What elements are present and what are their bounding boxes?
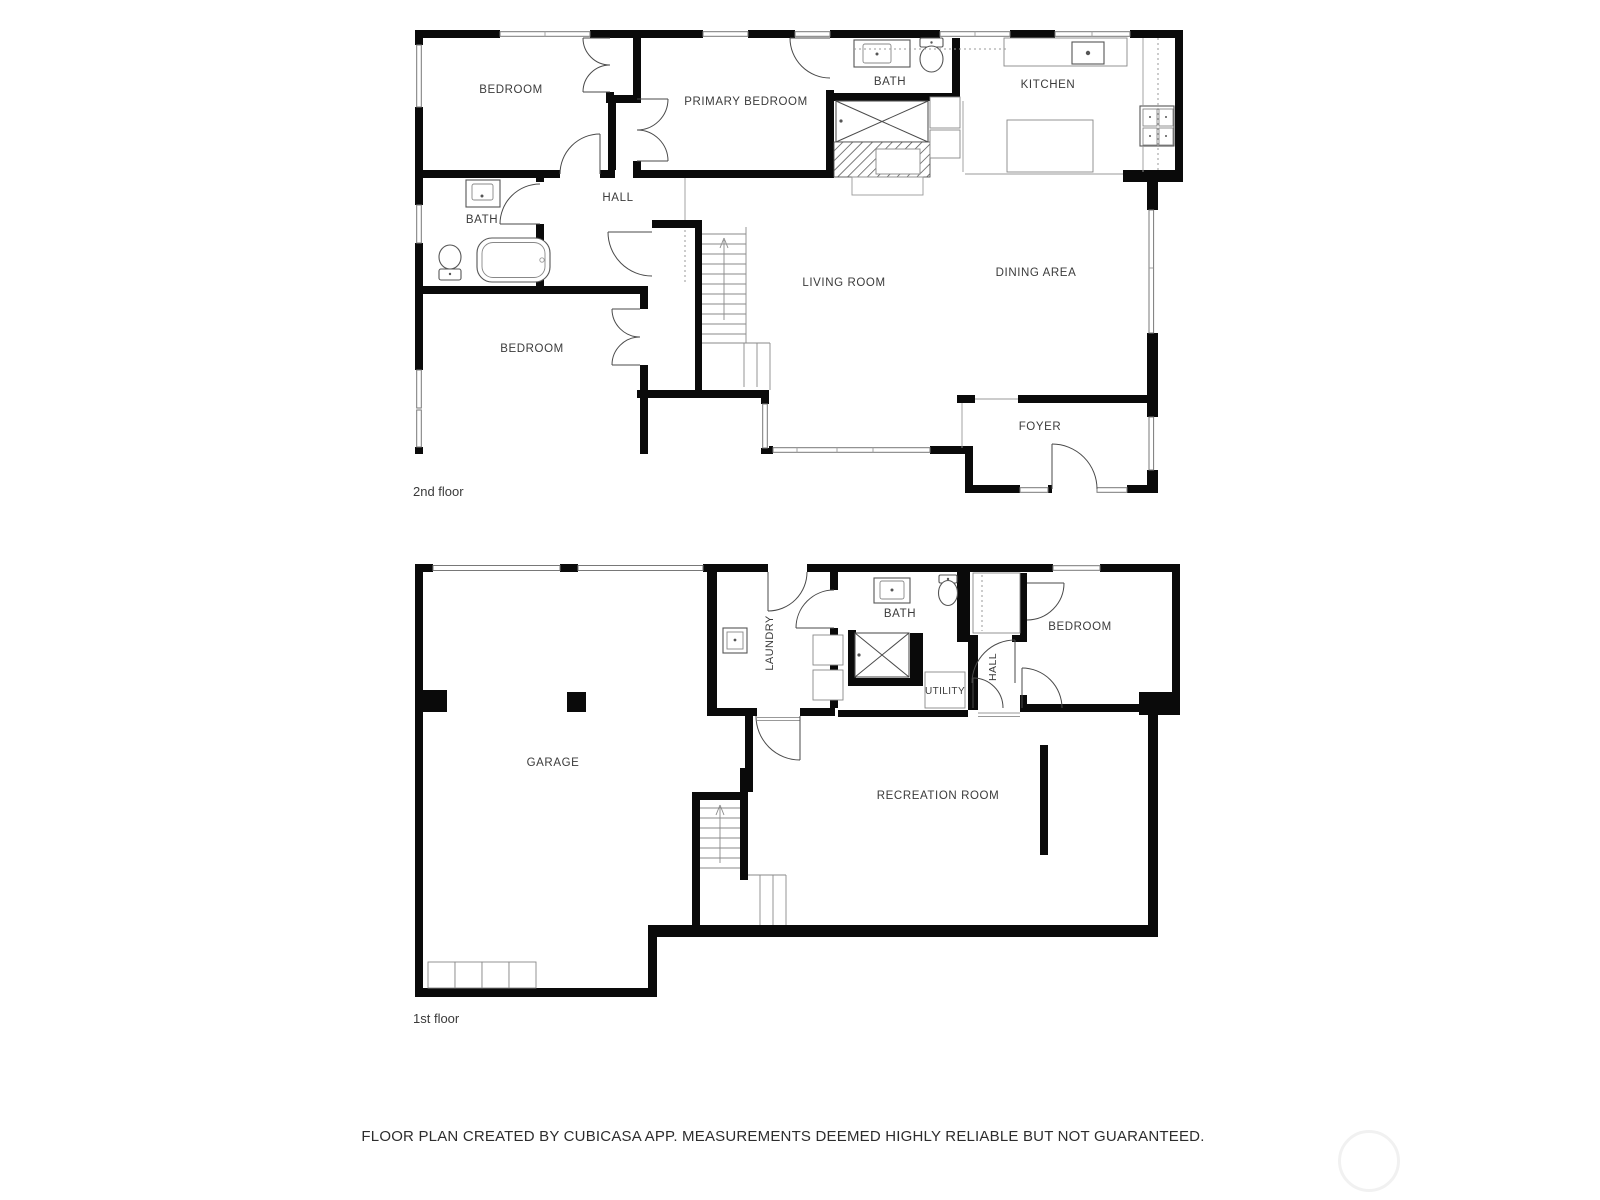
- rec-room-wall-segment: [1040, 745, 1048, 855]
- room-label-foyer: FOYER: [1018, 421, 1062, 433]
- room-label-hall-1st: HALL: [987, 653, 999, 681]
- room-label-primary-bedroom: PRIMARY BEDROOM: [684, 96, 808, 108]
- room-label-bedroom-bottom-left: BEDROOM: [500, 343, 564, 355]
- garage-wall-stub: [423, 690, 447, 712]
- bath-left-toilet: [439, 245, 461, 269]
- footer-disclaimer: FLOOR PLAN CREATED BY CUBICASA APP. MEASUREMENTS DEEMED HIGHLY RELIABLE BUT NOT GUARANTEED.: [361, 1128, 1205, 1145]
- first-floor-plan: [408, 545, 1188, 1005]
- room-label-utility: UTILITY: [924, 686, 966, 697]
- bedroom-window: [1053, 566, 1100, 571]
- second-floor-plan: [408, 22, 1188, 500]
- garage-storage: [428, 962, 455, 988]
- room-label-bath-1st: BATH: [883, 608, 917, 620]
- garage-door-left: [433, 566, 560, 571]
- room-label-bedroom-top-left: BEDROOM: [479, 84, 543, 96]
- room-label-hall: HALL: [602, 192, 634, 204]
- room-label-garage: GARAGE: [526, 757, 580, 769]
- garage-door-right: [578, 566, 703, 571]
- room-label-recreation-room: RECREATION ROOM: [876, 790, 1000, 802]
- closet: [973, 573, 1020, 633]
- room-label-bath-left: BATH: [465, 214, 499, 226]
- kitchen-counter: [1004, 38, 1127, 66]
- room-label-laundry: LAUNDRY: [764, 615, 776, 671]
- room-label-kitchen: KITCHEN: [1020, 79, 1076, 91]
- room-label-bedroom-1st: BEDROOM: [1048, 621, 1112, 633]
- room-label-living-room: LIVING ROOM: [802, 277, 886, 289]
- watermark-circle: [1338, 1130, 1400, 1192]
- room-label-dining-area: DINING AREA: [995, 267, 1077, 279]
- floor-caption-2nd: 2nd floor: [413, 484, 464, 499]
- room-label-bath-top: BATH: [873, 76, 907, 88]
- floor-caption-1st: 1st floor: [413, 1011, 460, 1026]
- garage-post: [567, 692, 586, 712]
- dryer: [813, 670, 843, 700]
- washer: [813, 635, 843, 665]
- kitchen-island: [1007, 120, 1093, 172]
